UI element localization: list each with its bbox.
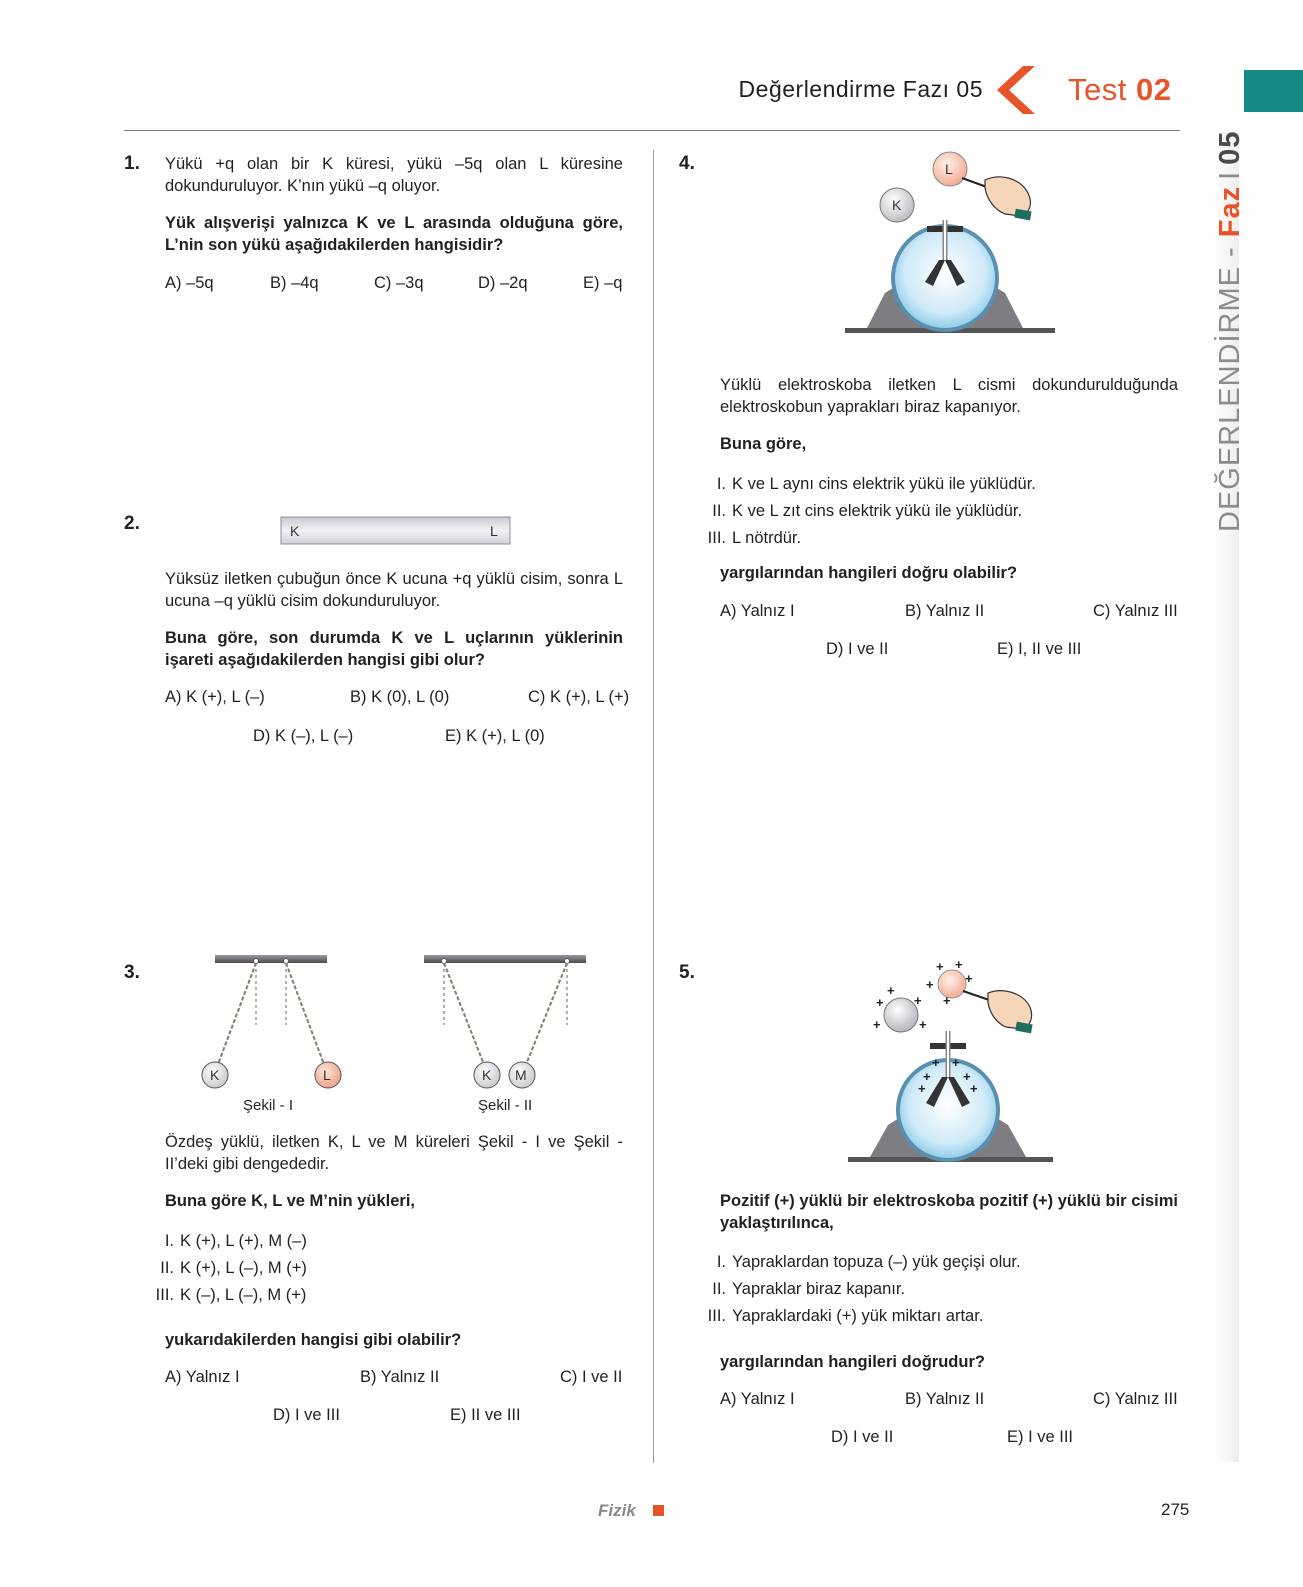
fig1-ball-k: K bbox=[210, 1067, 220, 1083]
fig2-ball-k: K bbox=[482, 1067, 492, 1083]
q5-plus-13: + bbox=[923, 1069, 931, 1084]
q5-plus-3: + bbox=[914, 993, 922, 1008]
q5-option-a[interactable]: A) Yalnız I bbox=[720, 1390, 795, 1408]
q3-statement-1-num: I. bbox=[164, 1232, 174, 1250]
q5-plus-11: + bbox=[932, 1055, 940, 1070]
q1-option-e[interactable]: E) –q bbox=[583, 274, 623, 292]
q2-option-d[interactable]: D) K (–), L (–) bbox=[253, 727, 354, 745]
q1-option-a[interactable]: A) –5q bbox=[165, 274, 214, 292]
q2-option-a[interactable]: A) K (+), L (–) bbox=[165, 688, 265, 706]
column-divider bbox=[653, 150, 654, 1463]
q4-statement-1 bbox=[704, 471, 1036, 498]
q5-plus-15: + bbox=[918, 1081, 926, 1096]
q4-option-e[interactable]: E) I, II ve III bbox=[997, 640, 1082, 658]
q2-number: 2. bbox=[124, 513, 140, 534]
q2-conductor-rod bbox=[280, 516, 512, 546]
faz-logo: Faz bbox=[1214, 185, 1246, 238]
q5-plus-9: + bbox=[926, 977, 934, 992]
q3-statement-2-num: II. bbox=[160, 1259, 174, 1277]
test-number: 02 bbox=[1135, 72, 1172, 107]
q4-statement-3 bbox=[704, 525, 1036, 552]
q4-object-label: L bbox=[945, 161, 953, 177]
q2-question: Buna göre, son durumda K ve L uçlarının yüklerinin işareti aşağıdakilerden hangisi gibi olur? bbox=[165, 629, 623, 669]
sidebar-separator: I bbox=[1214, 170, 1246, 180]
q5-option-e[interactable]: E) I ve III bbox=[1007, 1428, 1074, 1446]
q4-electroscope-figure bbox=[845, 148, 1055, 358]
q5-statement-1-num: I. bbox=[716, 1253, 726, 1271]
q3-statement-1 bbox=[152, 1228, 307, 1255]
q5-prompt: Pozitif (+) yüklü bir elektroskoba pozitif (+) yüklü bir cisimi yaklaştırılınca, bbox=[720, 1192, 1178, 1232]
q5-question: yargılarından hangileri doğrudur? bbox=[720, 1353, 985, 1371]
q5-plus-5: + bbox=[919, 1017, 927, 1032]
q4-statement-3-text: L nötrdür. bbox=[732, 529, 802, 547]
q4-statement-2-num: II. bbox=[712, 502, 726, 520]
fig2-caption: Şekil - II bbox=[478, 1097, 533, 1114]
q1-option-c[interactable]: C) –3q bbox=[374, 274, 424, 292]
q5-statement-3 bbox=[704, 1303, 1021, 1330]
q3-statement-2-text: K (+), L (–), M (+) bbox=[180, 1259, 307, 1277]
q3-option-a[interactable]: A) Yalnız I bbox=[165, 1368, 240, 1386]
q3-prompt: Buna göre K, L ve M’nin yükleri, bbox=[165, 1192, 415, 1210]
q3-statements bbox=[152, 1228, 307, 1309]
q5-plus-4: + bbox=[873, 1017, 881, 1032]
q4-statement-2 bbox=[704, 498, 1036, 525]
q1-text: Yükü +q olan bir K küresi, yükü –5q olan L küresine dokunduruluyor. K’nın yükü –q oluyor. bbox=[165, 155, 623, 195]
sidebar-number: 05 bbox=[1214, 130, 1246, 165]
q3-statement-3-text: K (–), L (–), M (+) bbox=[180, 1286, 307, 1304]
sidebar-vertical-text: DEĞERLENDİRME - bbox=[1214, 237, 1246, 532]
q2-option-b[interactable]: B) K (0), L (0) bbox=[350, 688, 450, 706]
q4-statement-1-num: I. bbox=[716, 475, 726, 493]
q5-plus-8: + bbox=[965, 971, 973, 986]
q3-number: 3. bbox=[124, 962, 140, 983]
rod-label-k: K bbox=[290, 523, 300, 539]
q4-option-d[interactable]: D) I ve II bbox=[826, 640, 889, 658]
vertical-sidebar-title bbox=[1208, 130, 1248, 537]
q2-option-e[interactable]: E) K (+), L (0) bbox=[445, 727, 545, 745]
q4-sphere-label: K bbox=[892, 197, 902, 213]
teal-tab bbox=[1244, 70, 1303, 112]
q5-plus-10: + bbox=[943, 993, 951, 1008]
q4-option-c[interactable]: C) Yalnız III bbox=[1093, 602, 1178, 620]
fig2-ball-m: M bbox=[515, 1067, 527, 1083]
fig1-caption: Şekil - I bbox=[243, 1097, 294, 1114]
q3-statement-3-num: III. bbox=[155, 1286, 174, 1304]
q4-statement-3-num: III. bbox=[707, 529, 726, 547]
q3-option-b[interactable]: B) Yalnız II bbox=[360, 1368, 440, 1386]
q5-statement-2-text: Yapraklar biraz kapanır. bbox=[732, 1280, 906, 1298]
q3-option-c[interactable]: C) I ve II bbox=[560, 1368, 623, 1386]
q5-statement-1 bbox=[704, 1249, 1021, 1276]
q5-statement-3-text: Yapraklardaki (+) yük miktarı artar. bbox=[732, 1307, 984, 1325]
q3-text: Özdeş yüklü, iletken K, L ve M küreleri Şekil - I ve Şekil - II’deki gibi dengededir. bbox=[165, 1133, 623, 1173]
fig1-ball-l: L bbox=[323, 1067, 331, 1083]
footer-square-icon bbox=[653, 1505, 664, 1516]
q4-option-a[interactable]: A) Yalnız I bbox=[720, 602, 795, 620]
q1-question: Yük alışverişi yalnızca K ve L arasında olduğuna göre, L’nin son yükü aşağıdakilerden hangisidir? bbox=[165, 214, 623, 254]
q5-option-c[interactable]: C) Yalnız III bbox=[1093, 1390, 1178, 1408]
q5-number: 5. bbox=[679, 962, 695, 983]
q3-option-d[interactable]: D) I ve III bbox=[273, 1406, 340, 1424]
q4-statements bbox=[704, 471, 1036, 552]
q2-option-c[interactable]: C) K (+), L (+) bbox=[528, 688, 630, 706]
q4-number: 4. bbox=[679, 153, 695, 174]
q5-plus-7: + bbox=[955, 957, 963, 972]
q5-plus-1: + bbox=[876, 995, 884, 1010]
page-number: 275 bbox=[1161, 1500, 1190, 1519]
q4-prompt: Buna göre, bbox=[720, 435, 807, 453]
header-rule bbox=[124, 130, 1180, 131]
q1-option-b[interactable]: B) –4q bbox=[270, 274, 319, 292]
q3-statement-3 bbox=[152, 1282, 307, 1309]
q2-text: Yüksüz iletken çubuğun önce K ucuna +q yüklü cisim, sonra L ucuna –q yüklü cisim dokunduruluyor. bbox=[165, 570, 623, 610]
q4-option-b[interactable]: B) Yalnız II bbox=[905, 602, 985, 620]
chevron-left-icon bbox=[995, 66, 1035, 114]
q3-question: yukarıdakilerden hangisi gibi olabilir? bbox=[165, 1331, 462, 1349]
q3-statement-2 bbox=[152, 1255, 307, 1282]
q3-statement-1-text: K (+), L (+), M (–) bbox=[180, 1232, 307, 1250]
q4-question: yargılarından hangileri doğru olabilir? bbox=[720, 564, 1018, 582]
test-word: Test bbox=[1068, 72, 1127, 107]
q5-option-d[interactable]: D) I ve II bbox=[831, 1428, 894, 1446]
rod-label-l: L bbox=[490, 523, 498, 539]
q3-option-e[interactable]: E) II ve III bbox=[450, 1406, 521, 1424]
q4-statement-1-text: K ve L aynı cins elektrik yükü ile yüklüdür. bbox=[732, 475, 1036, 493]
test-label bbox=[1068, 72, 1171, 108]
q5-plus-2: + bbox=[887, 983, 895, 998]
q1-option-d[interactable]: D) –2q bbox=[478, 274, 528, 292]
q4-statement-2-text: K ve L zıt cins elektrik yükü ile yüklüdür. bbox=[732, 502, 1023, 520]
q5-statements bbox=[704, 1249, 1021, 1330]
header-title: Değerlendirme Fazı 05 bbox=[738, 76, 983, 102]
q5-electroscope-figure bbox=[848, 957, 1053, 1180]
q5-statement-2-num: II. bbox=[712, 1280, 726, 1298]
q4-text: Yüklü elektroskoba iletken L cismi dokundurulduğunda elektroskobun yaprakları biraz kapanıyor. bbox=[720, 376, 1178, 416]
q5-plus-14: + bbox=[963, 1069, 971, 1084]
q1-number: 1. bbox=[124, 153, 140, 174]
q5-plus-16: + bbox=[970, 1081, 978, 1096]
svg-text:DEĞERLENDİRME - FazI05 bbox=[1213, 131, 1246, 532]
q5-plus-12: + bbox=[952, 1055, 960, 1070]
q5-statement-3-num: III. bbox=[707, 1307, 726, 1325]
q5-statement-1-text: Yapraklardan topuza (–) yük geçişi olur. bbox=[732, 1253, 1021, 1271]
footer-subject: Fizik bbox=[598, 1501, 636, 1520]
q5-option-b[interactable]: B) Yalnız II bbox=[905, 1390, 985, 1408]
q3-pendulum-figure bbox=[195, 955, 605, 1125]
q5-statement-2 bbox=[704, 1276, 1021, 1303]
q5-plus-6: + bbox=[936, 959, 944, 974]
